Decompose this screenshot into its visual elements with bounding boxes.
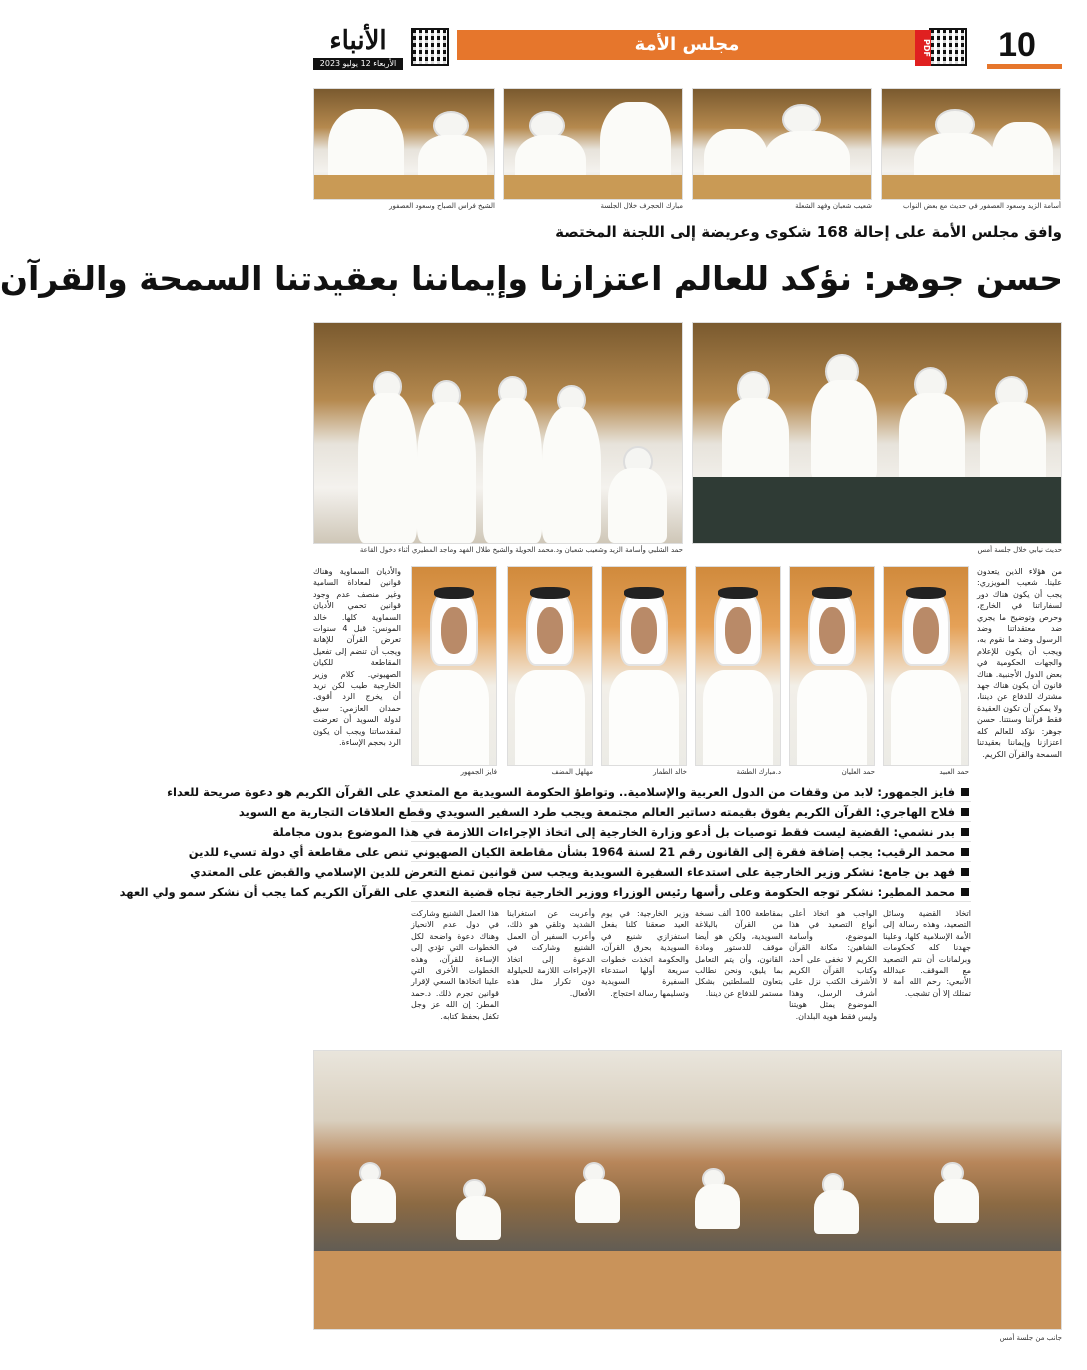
- body-column: وزير الخارجية: في يوم العيد صعقنا كلنا بفعل استفزازي شنيع في السويدية بحرق القرآن، والحكومة اتخذت خطوات سريعة أولها استدعاء السفيرة السويدية وتسليمها رسالة احتجاج.: [601, 909, 689, 998]
- quote-item: بدر نشمي: القضية ليست فقط توصيات بل أدعو وزارة الخارجية إلى اتخاذ الإجراءات اللازمة في هذا الموضوع بدون مجاملة: [411, 822, 971, 842]
- top-photo-4: [313, 88, 495, 200]
- quote-item: محمد الرقيب: يجب إضافة فقرة إلى القانون رقم 21 لسنة 1964 بشأن مقاطعة الكيان الصهيوني تنص على مقاطعة أي دولة تسيء للدين: [411, 842, 971, 862]
- portrait-caption: حمد العبيد: [939, 768, 969, 776]
- body-column: هذا العمل الشنيع وشاركت في دول عدم الانحياز وهناك دعوة واضحة لكل الخطوات التي تؤدي إلى الإساءة للقرآن، وهذه الخطوات الأخرى التي علينا اتخاذها السعي لإقرار قوانين تجرم ذلك. د.حمد المطر: إن الله عز وجل تكفل بحفظ كتابه.: [411, 909, 499, 1021]
- photo-caption: مبارك الحجرف خلال الجلسة: [600, 202, 683, 210]
- article-headline: حسن جوهر: نؤكد للعالم اعتزازنا وإيماننا بعقيدتنا السمحة والقرآن: [0, 259, 1063, 298]
- body-column: بمقاطعة 100 ألف نسخة من القرآن بالبلاغة السويدية، ولكن هو أيضا موقف للدستور ومادة القانون، وأن يتم التعامل بما يليق، ونحن نطالب بتعاون للسلطتين بشكل مستمر للدفاع عن ديننا.: [695, 909, 783, 998]
- top-photo-2: [692, 88, 872, 200]
- portrait-6: [411, 566, 497, 766]
- pdf-badge[interactable]: PDF: [915, 30, 931, 66]
- entrance-photo: [313, 322, 683, 544]
- left-column-text: والأديان السماوية وهناك قوانين لمعاداة السامية وغير منصف عدم وجود قوانين تحمي الأديان السماوية كلها. خالد المونس: قبل 4 سنوات تعرض القرآن للإهانة ويجب أن تنضم إلى تفعيل المقاطعة للكيان الصهيوني. كلام وزير الخارجية طيب لكن نريد أن يخرج الرد أقوى. حمدان العازمي: سبق لدولة السويد أن تعرضت لمقدساتنا ويجب أن يكون الرد بحجم الإساءة.: [313, 567, 401, 748]
- quote-item: محمد المطير: نشكر توجه الحكومة وعلى رأسها رئيس الوزراء ووزير الخارجية تجاه قضية التعدي على القرآن الكريم كما يجب أن نشكر سمو ولي العهد: [411, 882, 971, 902]
- portrait-caption: د.مبارك الطشة: [736, 768, 781, 776]
- photo-caption: الشيخ فراس الصباح وسعود العصفور: [389, 202, 495, 210]
- portrait-caption: خالد الطمار: [653, 768, 687, 776]
- portrait-5: [507, 566, 593, 766]
- right-text-column: [977, 566, 1062, 1006]
- top-photo-3: [503, 88, 683, 200]
- portrait-1: [883, 566, 969, 766]
- photo-caption: شعيب شعبان وفهد الشعلة: [795, 202, 872, 210]
- body-column: اتخاذ القضية وسائل التصعيد، وهذه رسالة إلى الأمة الإسلامية كلها، وعلينا جهدنا كله كحكومات وبرلمانات أن نتم التصعيد مع الموقف. عبدالله الأنبعي: رحم الله أمة لا تمتلك إلا أن تشجب.: [883, 909, 971, 998]
- portrait-2: [789, 566, 875, 766]
- qr-code-icon[interactable]: [411, 28, 449, 66]
- photo-caption: أسامة الزيد وسعود العصفور في حديث مع بعض النواب: [903, 202, 1061, 210]
- body-column: الواجب هو اتخاذ أعلى أنواع التصعيد في هذا الموضوع، وأسامة الشاهين: مكانة القرآن الكريم لا تخفى على أحد، وكتاب القرآن الكريم الأشرف الكتب نزل على أشرف الرسل، وهذا الموضوع يمثل هويتنا وليس فقط هوية البلدان.: [789, 909, 877, 1021]
- page-number: 10: [998, 26, 1036, 64]
- portrait-caption: مهلهل المضف: [551, 768, 593, 776]
- quote-item: فهد بن جامع: نشكر وزير الخارجية على استدعاء السفيرة السويدية ويجب سن قوانين تمنع التعرض للدين الإسلامي والقبض على المعتدي: [411, 862, 971, 882]
- quote-list: [119, 782, 971, 902]
- portrait-4: [601, 566, 687, 766]
- chamber-photo: [313, 1050, 1062, 1330]
- right-column-text: من هؤلاء الذين يتعدون علينا. شعيب المويزري: يجب أن يكون هناك دور لسفاراتنا في الخارج، وحرص وتوضيح ما يجري ضد معتقداتنا وضد الرسول وضد ما نقوم به، ويجب أن يكون للإعلام والجهات الحكومية في بعض الدول الأجنبية. هناك قانون أن يكون هناك جهد مشترك للدفاع عن ديننا، ولا يمكن أن تكون العقيدة فقط قرآننا وسنتنا. حسن جوهر: نؤكد للعالم كله اعتزازنا وإيماننا بعقيدتنا السمحة والقرآن الكريم.: [977, 567, 1062, 759]
- top-photo-1: [881, 88, 1061, 200]
- portrait-caption: فايز الجمهور: [460, 768, 497, 776]
- body-column: وأعربت عن استغرابنا الشديد وتلقي هو ذلك، وأعرب السفير أن العمل الشنيع وشاركت في الدعوة إلى اتخاذ الإجراءات اللازمة للحيلولة دون تكرار مثل هذه الأفعال.: [507, 909, 595, 998]
- quote-item: فلاح الهاجري: القرآن الكريم يفوق بقيمته دساتير العالم مجتمعة ويجب طرد السفير السويدي وقطع العلاقات التجارية مع السويد: [411, 802, 971, 822]
- session-photo-large: [692, 322, 1062, 544]
- photo-caption: جانب من جلسة أمس: [999, 1334, 1062, 1342]
- page-number-rule: [987, 64, 1062, 69]
- section-title: مجلس الأمة: [634, 34, 740, 55]
- photo-caption: حديث نيابي خلال جلسة أمس: [977, 546, 1062, 554]
- newspaper-logo[interactable]: الأنباء: [329, 26, 387, 56]
- qr-code-icon[interactable]: [929, 28, 967, 66]
- article-kicker: وافق مجلس الأمة على إحالة 168 شكوى وعريضة إلى اللجنة المختصة: [555, 223, 1062, 241]
- photo-caption: حمد الشلبي وأسامة الزيد وشعيب شعبان ود.محمد الحويلة والشيخ طلال الفهد وماجد المطيري أثناء دخول القاعة: [359, 546, 683, 554]
- portrait-caption: حمد العليان: [841, 768, 875, 776]
- quote-item: فايز الجمهور: لابد من وقفات من الدول العربية والإسلامية.. وتواطؤ الحكومة السويدية مع المتعدي على القرآن الكريم هو دعوة صريحة للعداء: [411, 782, 971, 802]
- issue-date: الأربعاء 12 يوليو 2023: [313, 58, 403, 70]
- portrait-3: [695, 566, 781, 766]
